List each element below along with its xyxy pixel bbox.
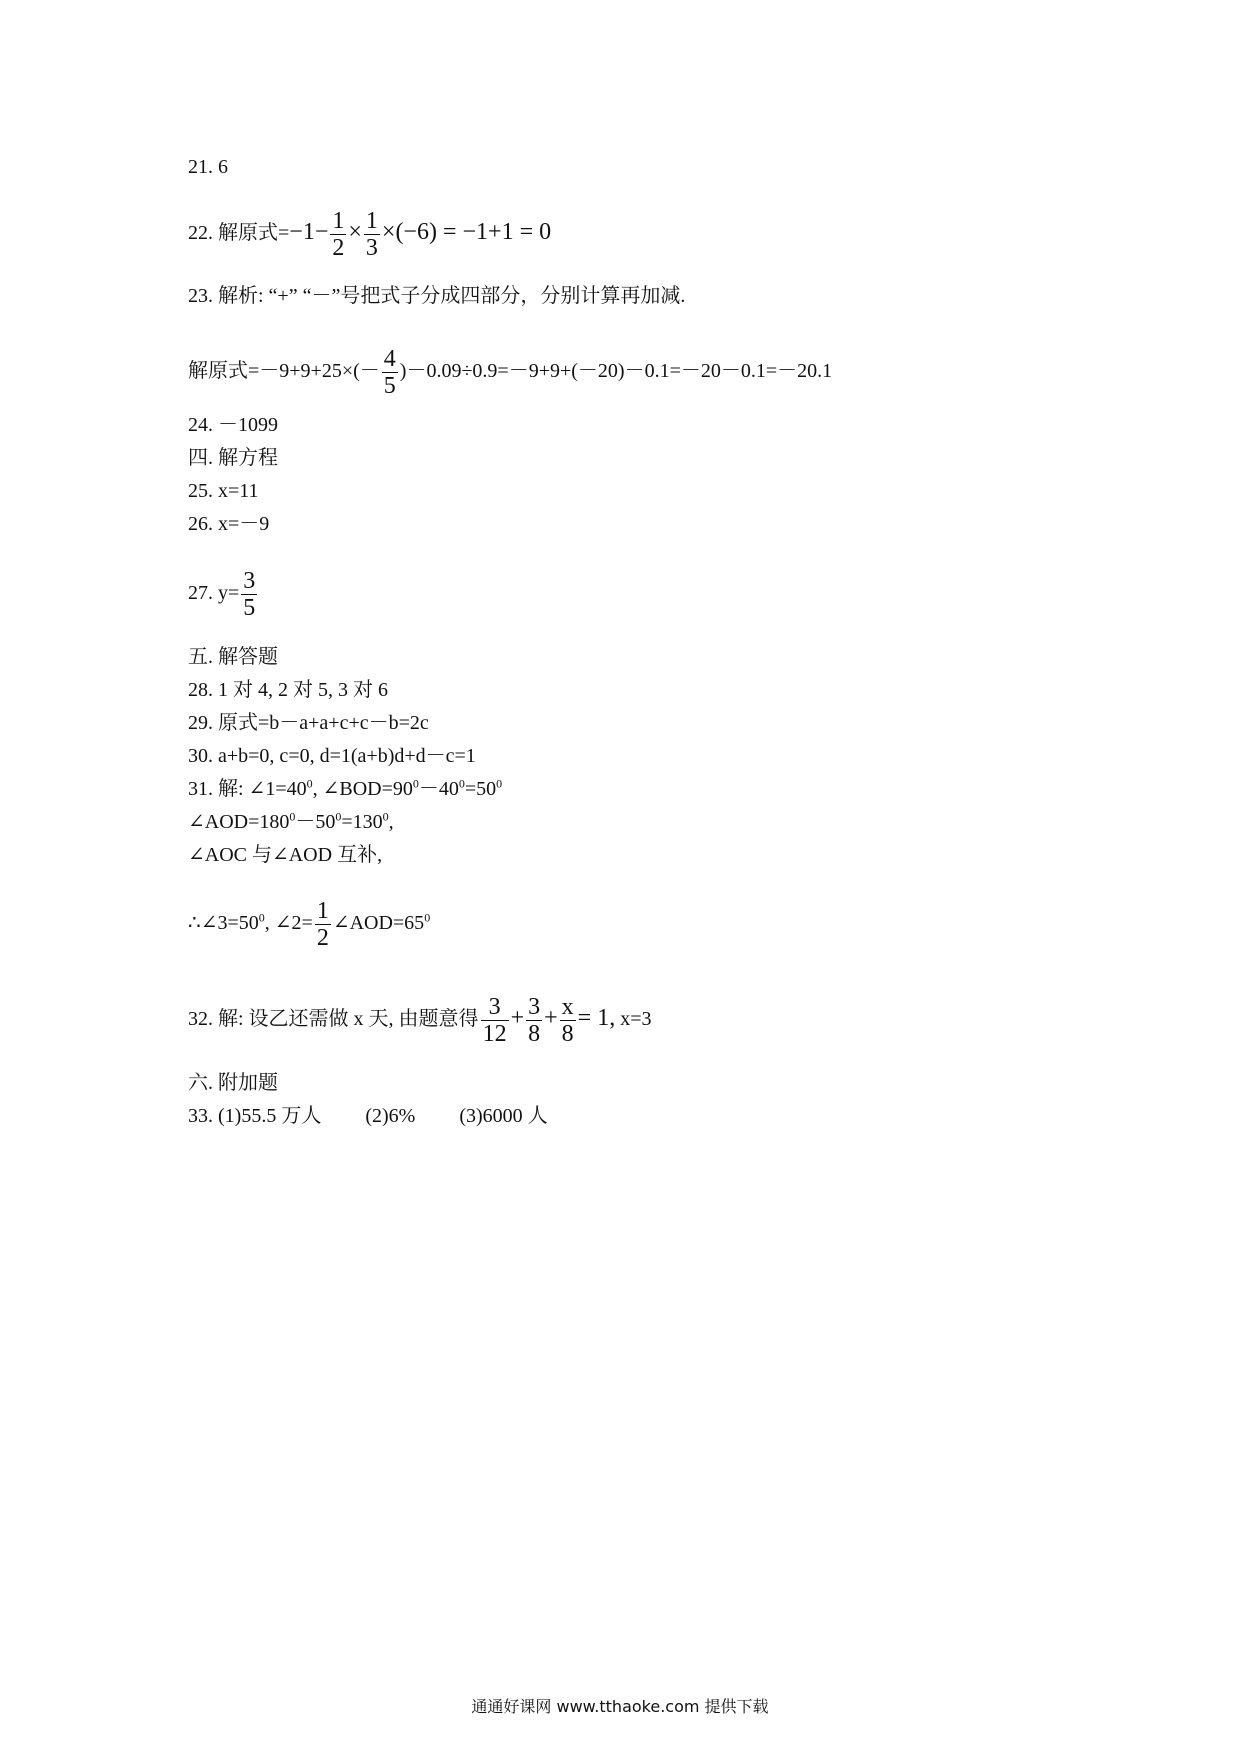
answer-23-solution <box>188 346 832 399</box>
answer-22-part1: −1− <box>289 219 329 246</box>
fraction-four-fifths <box>382 346 398 399</box>
answer-25: 25. x=11 <box>188 480 259 502</box>
fraction-denominator: 2 <box>316 925 329 951</box>
degree-superscript: 0 <box>412 776 419 791</box>
text-fragment: =50 <box>464 778 497 800</box>
equation-result: = 1, <box>577 1005 616 1032</box>
fraction-denominator: 12 <box>482 1021 507 1047</box>
answer-21: 21. 6 <box>188 156 228 178</box>
degree-superscript: 0 <box>289 809 296 824</box>
text-fragment: 31. 解: ∠1=40 <box>188 778 307 800</box>
answer-31-line3: ∠AOC 与∠AOD 互补, <box>188 844 383 866</box>
fraction-three-eighths <box>526 994 542 1047</box>
fraction-denominator: 2 <box>332 235 345 261</box>
fraction-numerator: 1 <box>316 898 329 924</box>
degree-superscript: 0 <box>335 809 342 824</box>
answer-30: 30. a+b=0, c=0, d=1(a+b)d+d－c=1 <box>188 745 476 767</box>
fraction-three-twelfths <box>481 994 509 1047</box>
text-fragment: －40 <box>418 778 459 800</box>
degree-superscript: 0 <box>306 776 313 791</box>
text-fragment: , ∠BOD=90 <box>312 778 413 800</box>
fraction-numerator: 1 <box>332 208 345 234</box>
text-fragment: ∠AOD=65 <box>332 912 425 935</box>
degree-superscript: 0 <box>496 776 503 791</box>
fraction-denominator: 3 <box>365 235 378 261</box>
fraction-denominator: 8 <box>561 1021 574 1047</box>
fraction-denominator: 8 <box>528 1021 541 1047</box>
answer-33-part3: (3)6000 人 <box>459 1105 548 1127</box>
fraction-denominator: 5 <box>383 373 396 399</box>
text-fragment: －50 <box>295 811 336 833</box>
answer-28: 28. 1 对 4, 2 对 5, 3 对 6 <box>188 679 388 701</box>
text-fragment: , ∠2= <box>264 912 313 935</box>
fraction-one-half <box>315 898 331 951</box>
answer-32 <box>188 994 651 1047</box>
text-fragment: , <box>388 811 394 833</box>
fraction-three-fifths <box>241 568 257 621</box>
answer-31-line2 <box>188 810 394 834</box>
answer-32-prefix: 32. 解: 设乙还需做 x 天, 由题意得 <box>188 1008 479 1031</box>
degree-superscript: 0 <box>424 910 431 925</box>
answer-33 <box>188 1104 548 1128</box>
degree-superscript: 0 <box>258 910 265 925</box>
section-heading-5: 五. 解答题 <box>188 646 278 668</box>
fraction-numerator: x <box>561 994 574 1020</box>
answer-23-prefix: 解原式=－9+9+25×(－ <box>188 360 380 383</box>
times-sign: × <box>348 219 362 246</box>
answer-27 <box>188 568 259 621</box>
answer-29: 29. 原式=b－a+a+c+c－b=2c <box>188 712 429 734</box>
answer-22-part2: ×(−6) = −1+1 = 0 <box>381 219 552 246</box>
fraction-numerator: 3 <box>528 994 541 1020</box>
answer-31-line4 <box>188 898 430 951</box>
fraction-numerator: 1 <box>365 208 378 234</box>
answer-23-suffix: )－0.09÷0.9=－9+9+(－20)－0.1=－20－0.1=－20.1 <box>399 360 833 383</box>
degree-superscript: 0 <box>458 776 465 791</box>
fraction-numerator: 3 <box>243 568 256 594</box>
fraction-numerator: 3 <box>481 994 509 1021</box>
plus-sign: + <box>544 1005 558 1032</box>
answer-26: 26. x=－9 <box>188 513 270 535</box>
answer-31-line1 <box>188 777 502 801</box>
text-fragment: ∠AOD=180 <box>188 811 290 833</box>
answer-27-prefix: 27. y= <box>188 582 240 605</box>
answer-22-prefix: 22. 解原式= <box>188 222 290 245</box>
text-fragment: ∴∠3=50 <box>188 912 259 935</box>
plus-sign: + <box>510 1005 525 1032</box>
fraction-one-half <box>330 208 346 261</box>
text-fragment: =130 <box>341 811 383 833</box>
answer-33-part2: (2)6% <box>365 1105 416 1127</box>
section-heading-4: 四. 解方程 <box>188 447 278 469</box>
fraction-denominator: 5 <box>243 595 256 621</box>
fraction-numerator: 4 <box>383 346 396 372</box>
section-heading-6: 六. 附加题 <box>188 1072 278 1094</box>
answer-33-part1: 33. (1)55.5 万人 <box>188 1105 322 1127</box>
answer-32-suffix: x=3 <box>615 1008 652 1031</box>
answer-24: 24. －1099 <box>188 414 278 436</box>
degree-superscript: 0 <box>382 809 389 824</box>
fraction-x-eighths <box>560 994 576 1047</box>
fraction-one-third <box>364 208 380 261</box>
footer-source-note: 通通好课网 www.tthaoke.com 提供下载 <box>471 1697 769 1716</box>
answer-23-analysis: 23. 解析: “+” “－”号把式子分成四部分，分别计算再加减. <box>188 285 686 307</box>
answer-22 <box>188 208 551 261</box>
